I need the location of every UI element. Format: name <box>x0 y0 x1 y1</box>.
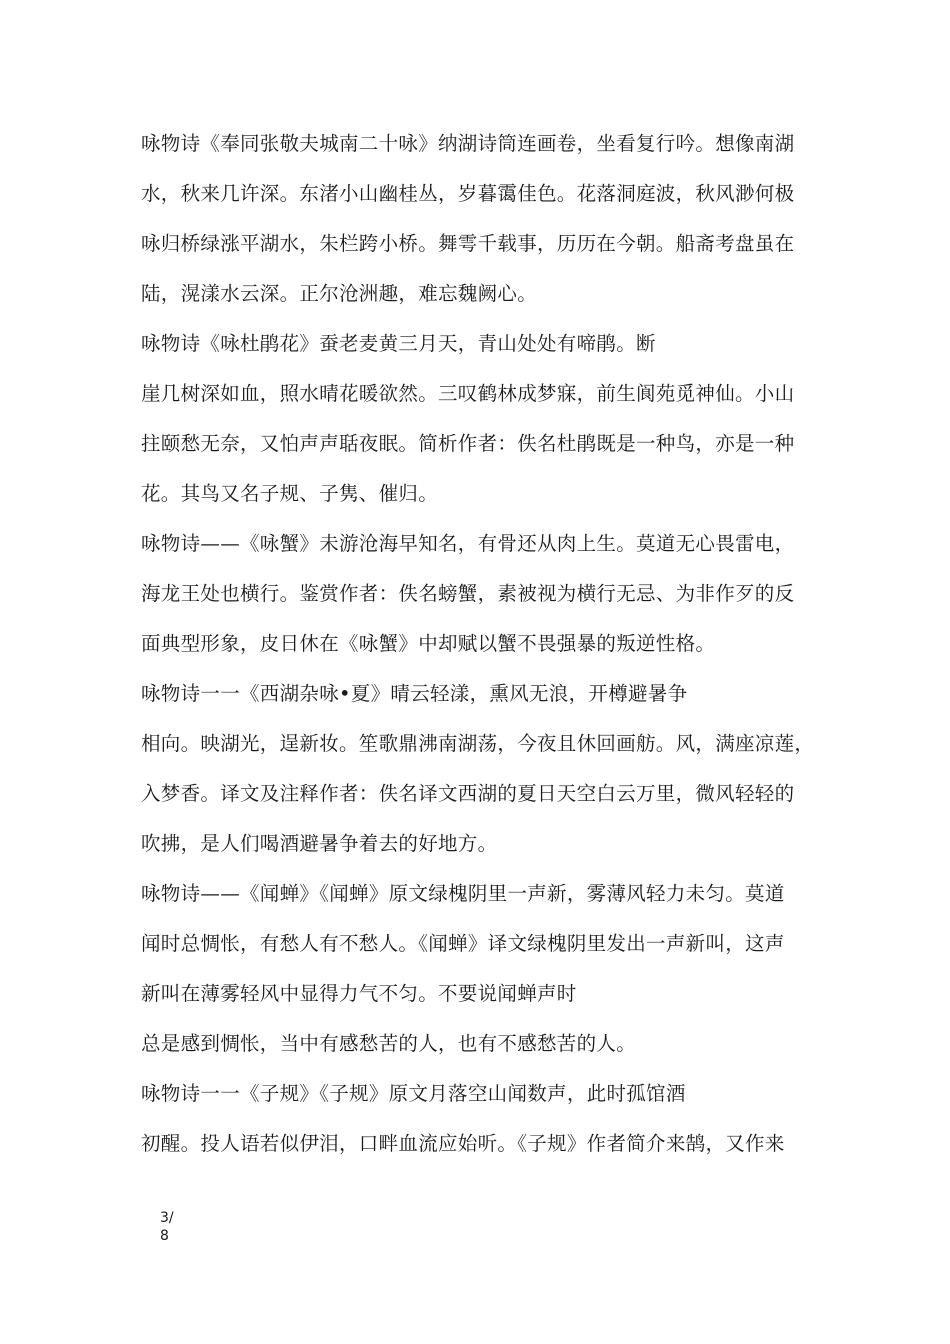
text-line: 初醒。投人语若似伊泪，口畔血流应始听。《子规》作者简介来鹄，又作来 <box>141 1132 785 1155</box>
text-line: 花。其鸟又名子规、子隽、催归。 <box>141 482 439 505</box>
text-line: 总是感到惆怅，当中有感愁苦的人，也有不感愁苦的人。 <box>141 1032 637 1055</box>
text-line: 入梦香。译文及注释作者：佚名译文西湖的夏日天空白云万里，微风轻轻的 <box>141 782 795 805</box>
text-line: 咏物诗一一《子规》《子规》原文月落空山闻数声，此时孤馆酒 <box>141 1082 686 1105</box>
page-number-total: 8 <box>160 1228 169 1244</box>
text-line: 水，秋来几许深。东渚小山幽桂丛，岁暮霭佳色。花落洞庭波，秋风渺何极 <box>141 182 795 205</box>
text-line: 相向。映湖光，逞新妆。笙歌鼎沸南湖荡，今夜且休回画舫。风，满座凉莲， <box>141 732 815 755</box>
text-line: 咏物诗《咏杜鹃花》蚕老麦黄三月天，青山处处有啼鹃。断 <box>141 332 656 355</box>
text-line: 陆，滉漾水云深。正尔沧洲趣，难忘魏阙心。 <box>141 282 538 305</box>
text-line: 咏归桥绿涨平湖水，朱栏跨小桥。舞雩千载事，历历在今朝。船斋考盘虽在 <box>141 232 795 255</box>
text-line: 闻时总惆怅，有愁人有不愁人。《闻蝉》译文绿槐阴里发出一声新叫，这声 <box>141 932 785 955</box>
page-number-current: 3/ <box>160 1210 174 1226</box>
text-line: 拄颐愁无奈，又怕声声聒夜眠。简析作者：佚名杜鹃既是一种鸟，亦是一种 <box>141 432 795 455</box>
text-line: 咏物诗——《闻蝉》《闻蝉》原文绿槐阴里一声新，雾薄风轻力未匀。莫道 <box>141 882 785 905</box>
text-line: 咏物诗——《咏蟹》未游沧海早知名，有骨还从肉上生。莫道无心畏雷电， <box>141 532 795 555</box>
text-line: 吹拂，是人们喝酒避暑争着去的好地方。 <box>141 832 498 855</box>
page-number <box>160 1209 174 1245</box>
text-line: 咏物诗一一《西湖杂咏•夏》晴云轻漾，熏风无浪，开樽避暑争 <box>141 682 688 705</box>
text-line: 海龙王处也横行。鉴赏作者：佚名螃蟹，素被视为横行无忌、为非作歹的反 <box>141 582 795 605</box>
text-line: 崖几树深如血，照水晴花暖欲然。三叹鹤林成梦寐，前生阆苑觅神仙。小山 <box>141 382 795 405</box>
text-line: 面典型形象，皮日休在《咏蟹》中却赋以蟹不畏强暴的叛逆性格。 <box>141 632 716 655</box>
text-line: 新叫在薄雾轻风中显得力气不匀。不要说闻蝉声时 <box>141 982 577 1005</box>
text-line: 咏物诗《奉同张敬夫城南二十咏》纳湖诗筒连画卷，坐看复行吟。想像南湖 <box>141 132 795 155</box>
